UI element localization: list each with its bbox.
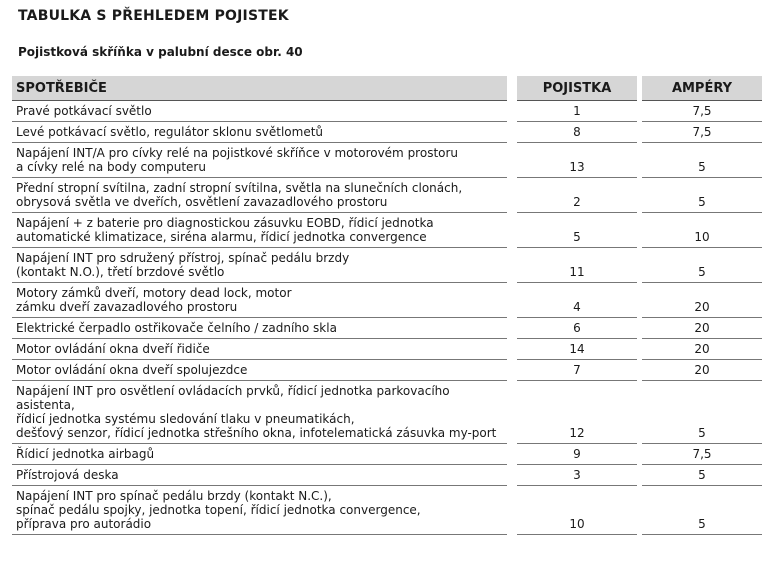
fuse-number-cell: 9 — [517, 444, 637, 465]
consumer-text: Napájení + z baterie pro diagnostickou zásuvku EOBD, řídicí jednotka — [16, 216, 434, 230]
column-gap — [507, 381, 517, 444]
fuse-number-cell: 11 — [517, 248, 637, 283]
column-gap — [507, 444, 517, 465]
consumer-text: Přístrojová deska — [16, 468, 119, 482]
table-row — [12, 213, 762, 248]
fuse-table — [12, 76, 762, 535]
consumer-text: Pravé potkávací světlo — [16, 104, 152, 118]
column-gap — [507, 122, 517, 143]
consumer-cell — [12, 381, 507, 444]
consumer-text: dešťový senzor, řídicí jednotka střešního okna, infotelematická zásuvka my-port — [16, 426, 497, 440]
amperes-cell: 5 — [642, 178, 762, 213]
consumer-cell — [12, 143, 507, 178]
consumer-text: obrysová světla ve dveřích, osvětlení zavazadlového prostoru — [16, 195, 388, 209]
consumer-text: Napájení INT pro osvětlení ovládacích prvků, řídicí jednotka parkovacího asistenta, — [16, 384, 450, 412]
consumer-text: Napájení INT pro spínač pedálu brzdy (kontakt N.C.), — [16, 489, 332, 503]
fuse-number-cell: 6 — [517, 318, 637, 339]
column-gap — [507, 143, 517, 178]
table-row — [12, 360, 762, 381]
fuse-number-cell: 10 — [517, 486, 637, 535]
consumer-text: spínač pedálu spojky, jednotka topení, řídicí jednotka convergence, — [16, 503, 421, 517]
table-row — [12, 465, 762, 486]
consumer-cell — [12, 444, 507, 465]
consumer-text: Elektrické čerpadlo ostřikovače čelního / zadního skla — [16, 321, 337, 335]
amperes-cell: 7,5 — [642, 122, 762, 143]
consumer-text: a cívky relé na body computeru — [16, 160, 206, 174]
header-amperes: AMPÉRY — [642, 76, 762, 101]
table-row — [12, 381, 762, 444]
header-gap — [507, 76, 517, 101]
column-gap — [507, 318, 517, 339]
consumer-cell — [12, 283, 507, 318]
consumer-cell — [12, 360, 507, 381]
fuse-number-cell: 8 — [517, 122, 637, 143]
fuse-number-cell: 7 — [517, 360, 637, 381]
amperes-cell: 5 — [642, 465, 762, 486]
table-row — [12, 318, 762, 339]
amperes-cell: 5 — [642, 381, 762, 444]
header-fuse: POJISTKA — [517, 76, 637, 101]
amperes-cell: 5 — [642, 248, 762, 283]
consumer-text: Levé potkávací světlo, regulátor sklonu světlometů — [16, 125, 324, 139]
consumer-text: Motory zámků dveří, motory dead lock, motor — [16, 286, 292, 300]
amperes-cell: 5 — [642, 486, 762, 535]
page-subtitle: Pojistková skříňka v palubní desce obr. 40 — [18, 45, 303, 59]
consumer-text: Řídicí jednotka airbagů — [16, 447, 155, 461]
amperes-cell: 20 — [642, 339, 762, 360]
consumer-cell — [12, 213, 507, 248]
consumer-cell — [12, 339, 507, 360]
consumer-text: příprava pro autorádio — [16, 517, 152, 531]
consumer-text: řídicí jednotka systému sledování tlaku v pneumatikách, — [16, 412, 355, 426]
column-gap — [507, 486, 517, 535]
fuse-number-cell: 4 — [517, 283, 637, 318]
consumer-text: Motor ovládání okna dveří spolujezdce — [16, 363, 248, 377]
consumer-cell — [12, 465, 507, 486]
consumer-text: Napájení INT pro sdružený přístroj, spínač pedálu brzdy — [16, 251, 350, 265]
column-gap — [507, 465, 517, 486]
fuse-number-cell: 13 — [517, 143, 637, 178]
table-row — [12, 178, 762, 213]
column-gap — [507, 213, 517, 248]
column-gap — [507, 339, 517, 360]
consumer-cell — [12, 318, 507, 339]
page-title: TABULKA S PŘEHLEDEM POJISTEK — [18, 8, 289, 24]
amperes-cell: 20 — [642, 283, 762, 318]
consumer-text: Napájení INT/A pro cívky relé na pojistkové skříňce v motorovém prostoru — [16, 146, 459, 160]
table-row — [12, 444, 762, 465]
consumer-text: Motor ovládání okna dveří řidiče — [16, 342, 210, 356]
fuse-number-cell: 1 — [517, 101, 637, 122]
consumer-text: automatické klimatizace, siréna alarmu, řídicí jednotka convergence — [16, 230, 427, 244]
fuse-number-cell: 2 — [517, 178, 637, 213]
column-gap — [507, 360, 517, 381]
consumer-text: zámku dveří zavazadlového prostoru — [16, 300, 238, 314]
amperes-cell: 5 — [642, 143, 762, 178]
fuse-number-cell: 3 — [517, 465, 637, 486]
consumer-cell — [12, 178, 507, 213]
table-row — [12, 283, 762, 318]
table-row — [12, 101, 762, 122]
consumer-cell — [12, 248, 507, 283]
column-gap — [507, 178, 517, 213]
consumer-cell — [12, 122, 507, 143]
amperes-cell: 7,5 — [642, 444, 762, 465]
column-gap — [507, 248, 517, 283]
fuse-number-cell: 5 — [517, 213, 637, 248]
amperes-cell: 10 — [642, 213, 762, 248]
fuse-table-container — [12, 76, 762, 535]
consumer-cell — [12, 486, 507, 535]
fuse-number-cell: 12 — [517, 381, 637, 444]
amperes-cell: 7,5 — [642, 101, 762, 122]
fuse-table-body — [12, 101, 762, 535]
table-row — [12, 143, 762, 178]
table-row — [12, 486, 762, 535]
consumer-text: Přední stropní svítilna, zadní stropní svítilna, světla na slunečních clonách, — [16, 181, 463, 195]
consumer-cell — [12, 101, 507, 122]
table-row — [12, 122, 762, 143]
table-row — [12, 339, 762, 360]
column-gap — [507, 101, 517, 122]
table-row — [12, 248, 762, 283]
consumer-text: (kontakt N.O.), třetí brzdové světlo — [16, 265, 225, 279]
fuse-number-cell: 14 — [517, 339, 637, 360]
header-consumers: SPOTŘEBIČE — [12, 76, 507, 101]
amperes-cell: 20 — [642, 360, 762, 381]
fuse-table-header — [12, 76, 762, 101]
amperes-cell: 20 — [642, 318, 762, 339]
column-gap — [507, 283, 517, 318]
